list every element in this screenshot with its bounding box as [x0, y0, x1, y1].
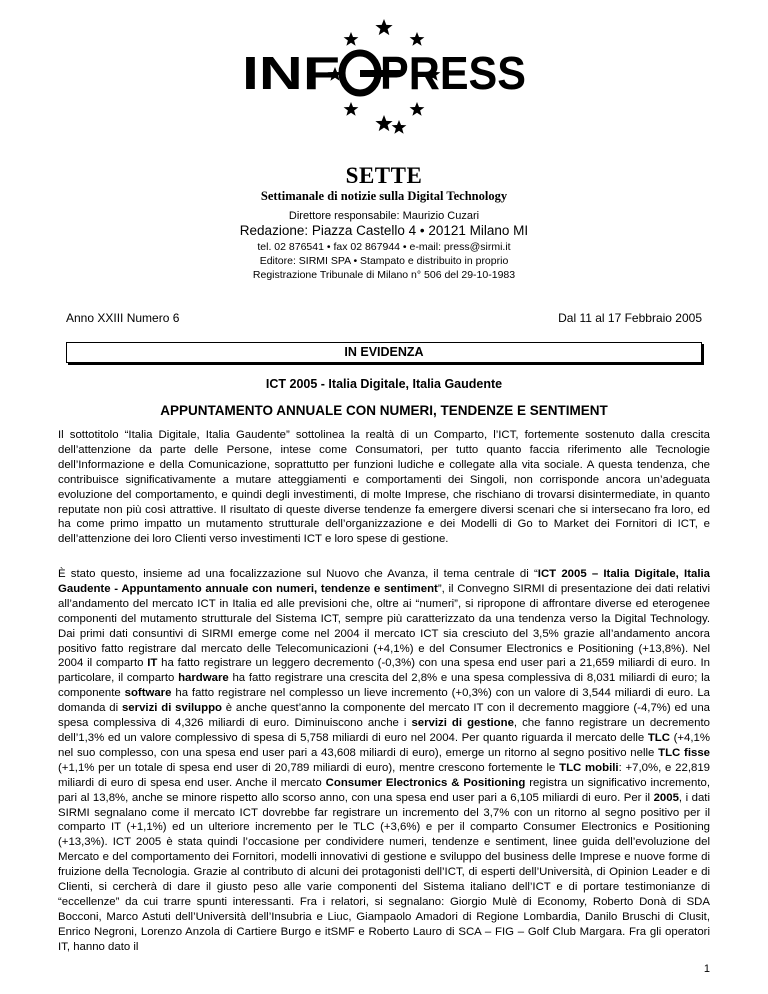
bold-term: TLC mobili	[559, 761, 619, 774]
star-icon	[375, 115, 392, 131]
star-icon	[375, 19, 392, 35]
contacts-line: tel. 02 876541 • fax 02 867944 • e-mail: press@sirmi.it	[257, 241, 511, 253]
issue-dates: Dal 11 al 17 Febbraio 2005	[558, 311, 702, 325]
page-number: 1	[703, 963, 710, 975]
star-icon	[392, 120, 407, 134]
redazione-line: Redazione: Piazza Castello 4 • 20121 Milano MI	[239, 223, 529, 238]
issue-number: Anno XXIII Numero 6	[66, 311, 180, 325]
text-run: È stato questo, insieme ad una focalizzazione sul Nuovo che Avanza, il tema centrale di “	[58, 568, 538, 580]
paragraph-text: Il sottotitolo “Italia Digitale, Italia Gaudente” sottolinea la realtà di un Comparto, l’ICT, fortemente sostenuto dalla crescita dell’attenzione da parte delle Persone, intese come Consumatori, per tutto quanto faccia riferimento alle Tecnologie dell’Informazione e della Comunicazione, soprattutto per funzioni ludiche e collegate alla vita sociale. A questa tendenza, che contribuisce significativamente a mutare atteggiamenti e comportamenti dei Singoli, non corrisponde ancora un’adeguata evoluzione del comportamento, e quindi degli investimenti, di molte Imprese, che rischiano di trovarsi disintermediate, in quanto reputate non più così attrattive. Il risultato di queste diverse tendenze fa emergere diversi scenari che si intersecano fra loro, ed ha come primo impatto un mutamento strutturale dell’organizzazione e dei Modelli di Go to Market dei Fornitori di ICT, e dell’attenzione dei loro Clienti verso investimenti ICT e loro spese di gestione.	[58, 429, 710, 546]
text-run: , che fanno registrare un decremento dell’1,3% ed un valore complessivo di spesa di 5,758 miliardi di euro nel 2004. Per quanto riguarda il mercato delle	[58, 717, 710, 744]
logo-graphic	[234, 18, 534, 148]
star-icon	[410, 102, 425, 116]
text-run: , i dati SIRMI segnalano come il mercato ICT dovrebbe far registrare un incremento del 3,7% con un ritorno al segno positivo per il comparto IT (+1,1%) ed un ulteriore incremento per le TLC (+3,6%) e per il comparto Consumer Electronics e Positioning (+13,3%). ICT 2005 è stata quindi l’occasione per condividere numeri, tendenze e sentiment, linee guida dell’evoluzione del Mercato e del comportamento dei Fornitori, modelli innovativi di gestione e sviluppo del business delle Imprese e nuove forme di fruizione della Tecnologia. Grazie al contributo di alcuni dei protagonisti dell’ICT, di esperti dell’Università, di Opinion Leader e di Clienti, si cercherà di dare il giusto peso alle varie componenti del Sistema italiano dell’ICT e di portare testimonianze di “eccellenze” da cui trarre spunti interessanti. Fra i relatori, si segnalano: Giorgio Mulè di Economy, Roberto Donà di SDA Bocconi, Marco Astuti dell’Università dell’Insubria e Liuc, Giampaolo Amadori di Regione Lombardia, Danilo Bruschi di Clusit, Enrico Negroni, Lorenzo Anzola di Cartiere Burgo e itSMF e Roberto Lauro di SCA – FIG – Golf Club Margara. Fra gli operatori IT, hanno dato il	[58, 791, 710, 953]
bold-term: 2005	[653, 791, 679, 804]
bold-term: servizi di gestione	[411, 717, 514, 730]
star-icon	[344, 32, 359, 46]
bold-term: TLC fisse	[658, 746, 710, 759]
bold-term: servizi di sviluppo	[121, 702, 222, 715]
bold-term: software	[124, 687, 172, 700]
text-run: (+1,1% per un totale di spesa end user di 20,789 miliardi di euro), mentre crescono fortemente le	[58, 761, 560, 774]
text-run: ha fatto registrare nel complesso un lieve incremento (+0,3%) con un valore di 3,544 miliardi di euro. La domanda di	[58, 687, 711, 715]
masthead-title: SETTE	[345, 163, 423, 188]
article-paragraph-1	[58, 428, 710, 547]
article-headline: ICT 2005 - Italia Digitale, Italia Gaudente	[265, 377, 503, 391]
bold-term: IT	[147, 657, 158, 670]
star-icon	[344, 102, 359, 116]
infopress-logo	[0, 18, 768, 148]
text-run: registra un significativo incremento, pari al 13,8%, anche se minore rispetto allo scorso anno, con una spesa end user pari a 6,105 miliardi di euro. Per il	[58, 776, 711, 804]
text-run: (+4,1% nel suo complesso, con una spesa end user pari a 43,608 miliardi di euro), emerge un ritorno al segno positivo nelle	[58, 731, 710, 759]
article-subheadline: APPUNTAMENTO ANNUALE CON NUMERI, TENDENZE E SENTIMENT	[160, 403, 608, 418]
text-run: è anche quest’anno la componente del mercato IT con il decremento maggiore (-4,7%) ed una spesa complessiva di 4,326 miliardi di euro. Diminuiscono anche i	[58, 702, 710, 730]
text-run: ha fatto registrare un leggero decremento (-0,3%) con una spesa end user pari a 21,659 miliardi di euro. In particolare, il comparto	[58, 657, 710, 685]
registration-line: Registrazione Tribunale di Milano n° 506 del 29-10-1983	[252, 269, 516, 281]
article-paragraph-2	[58, 567, 710, 955]
text-run: ha fatto registrare una crescita del 2,8% e una spesa complessiva di 8,031 miliardi di euro; la componente	[58, 672, 710, 700]
publisher-line: Editore: SIRMI SPA • Stampato e distribuito in proprio	[259, 255, 509, 267]
text-run: ”, il Convegno SIRMI di presentazione dei dati relativi all’andamento del mercato ICT in Italia ed alle previsioni che, oltre ai “numeri”, si ripropone di affrontare diverse ed eterogenee componenti del mutamento strutturale del Sistema ICT, sempre più caratterizzato da una tendenza verso la Digital Technology. Dai primi dati consuntivi di SIRMI emerge come nel 2004 il mercato ICT sia cresciuto del 3,5% grazie all’andamento ancora positivo fatto registrare dal mercato delle Telecomunicazioni (+4,1%) e del Consumer Electronics e Positioning (+13,8%). Nel 2004 il comparto	[58, 582, 710, 670]
bold-term: ICT 2005 – Italia Digitale, Italia Gaudente - Appuntamento annuale con numeri, tendenze e sentiment	[58, 568, 710, 595]
logo-text-left: INF	[242, 47, 340, 99]
bold-term: TLC	[647, 731, 670, 744]
logo-text-right: PRESS	[380, 47, 526, 99]
star-icon	[410, 32, 425, 46]
bold-term: Consumer Electronics & Positioning	[325, 776, 526, 789]
bold-term: hardware	[178, 672, 229, 685]
director-line: Direttore responsabile: Maurizio Cuzari	[288, 210, 480, 222]
section-header: IN EVIDENZA	[66, 342, 702, 363]
text-run: : +7,0%, e 22,819 miliardi di euro di spesa end user. Anche il mercato	[58, 761, 710, 789]
masthead-subtitle: Settimanale di notizie sulla Digital Technology	[260, 189, 508, 203]
paragraph-text	[58, 567, 710, 955]
